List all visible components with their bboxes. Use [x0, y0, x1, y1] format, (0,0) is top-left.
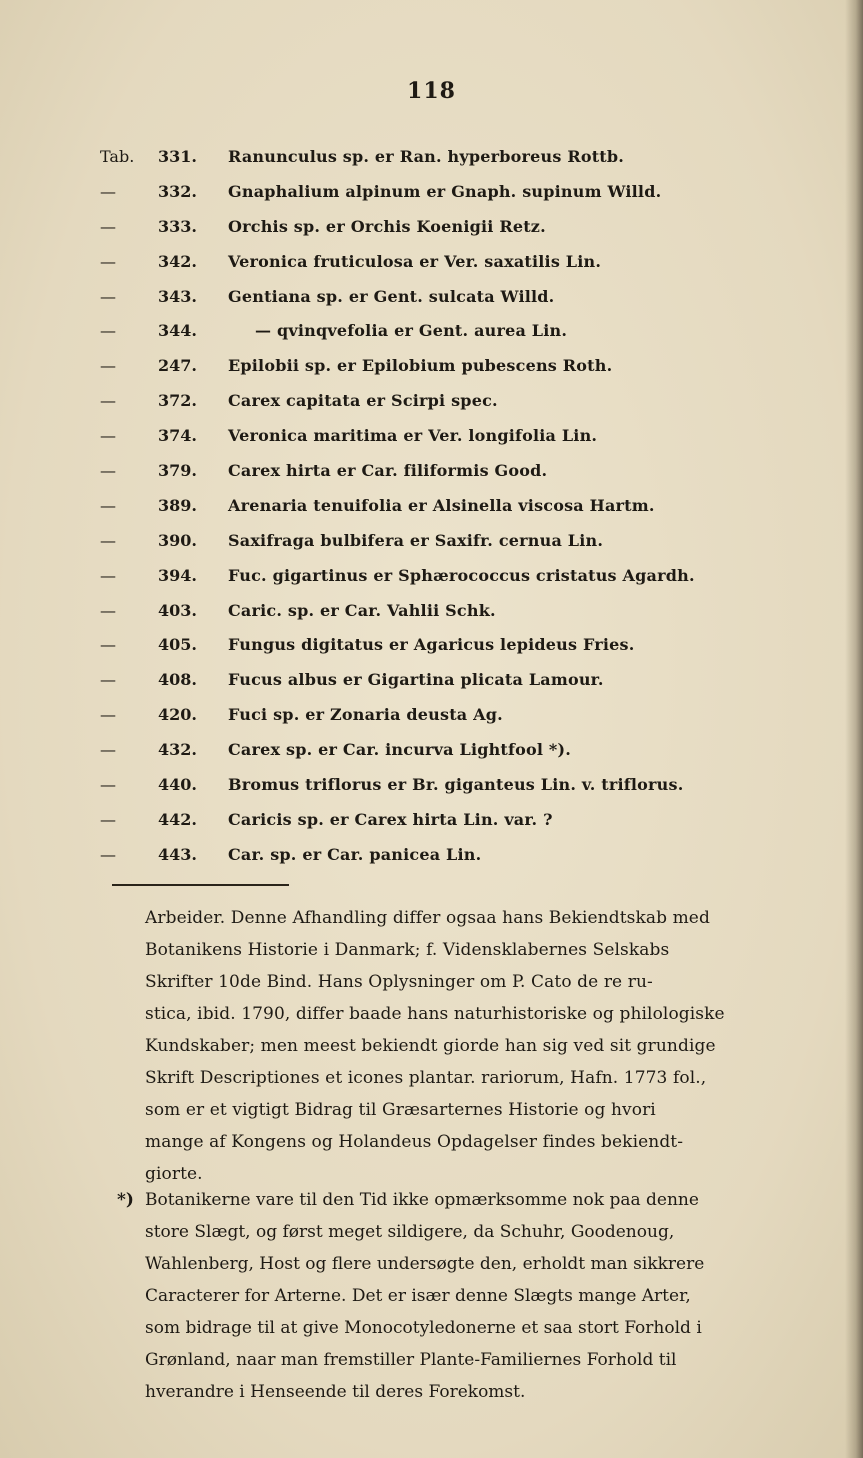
plate-number: 440. [158, 775, 197, 795]
correction-text: Veronica maritima er Ver. longifolia Lin. [228, 426, 598, 446]
list-item [0, 419, 863, 454]
correction-text: Fungus digitatus er Agaricus lepideus Fries. [228, 635, 635, 655]
footnote-line: store Slægt, og først meget sildigere, da Schuhr, Goodenoug, [145, 1222, 675, 1242]
list-item [0, 663, 863, 698]
main-paragraph [145, 902, 795, 1190]
correction-text: Fuc. gigartinus er Sphærococcus cristatus Agardh. [228, 565, 695, 585]
list-item [0, 454, 863, 489]
tab-prefix: — [100, 495, 116, 515]
correction-text: Gnaphalium alpinum er Gnaph. supinum Willd. [228, 181, 662, 201]
tab-prefix: — [100, 844, 116, 864]
plate-number: 343. [158, 286, 197, 306]
tab-prefix: — [100, 565, 116, 585]
plate-number: 331. [158, 147, 197, 166]
correction-text: Gentiana sp. er Gent. sulcata Willd. [228, 286, 555, 306]
list-item [0, 280, 863, 315]
correction-text: Caricis sp. er Carex hirta Lin. var. ? [228, 809, 553, 829]
plate-number: 403. [158, 600, 197, 620]
plate-number: 247. [158, 356, 197, 376]
tab-prefix: — [100, 775, 116, 795]
tab-prefix: — [100, 426, 116, 446]
correction-text: Orchis sp. er Orchis Koenigii Retz. [228, 216, 546, 236]
footnote-line: Wahlenberg, Host og flere undersøgte den, erholdt man sikkrere [145, 1254, 705, 1274]
list-item [0, 245, 863, 280]
footnote-line: hverandre i Henseende til deres Forekomst. [145, 1382, 526, 1402]
tab-prefix: — [100, 356, 116, 376]
list-item [0, 628, 863, 663]
tab-prefix: — [100, 600, 116, 620]
correction-text: Fuci sp. er Zonaria deusta Ag. [228, 705, 503, 725]
tab-prefix: — [100, 740, 116, 760]
list-item [0, 768, 863, 803]
plate-number: 344. [158, 321, 197, 341]
text-line: Skrift Descriptiones et icones plantar. rariorum, Hafn. 1773 fol., [145, 1068, 707, 1088]
plate-number: 374. [158, 426, 197, 446]
list-item [0, 349, 863, 384]
tab-prefix: — [100, 181, 116, 201]
plate-number: 332. [158, 181, 197, 201]
text-line: stica, ibid. 1790, differ baade hans naturhistoriske og philologiske [145, 1004, 725, 1024]
list-item [0, 594, 863, 629]
plate-number: 372. [158, 391, 197, 411]
tab-prefix: — [100, 705, 116, 725]
correction-text: Carex hirta er Car. filiformis Good. [228, 461, 548, 481]
tab-prefix: — [100, 670, 116, 690]
correction-text: Bromus triflorus er Br. giganteus Lin. v. triflorus. [228, 775, 684, 795]
plate-number: 389. [158, 495, 197, 515]
text-line: Kundskaber; men meest bekiendt giorde han sig ved sit grundige [145, 1036, 716, 1056]
plate-number: 432. [158, 740, 197, 760]
footnote-marker: *) [117, 1190, 134, 1210]
footnote-line: Caracterer for Arterne. Det er især denne Slægts mange Arter, [145, 1286, 691, 1306]
list-item [0, 733, 863, 768]
correction-text: Saxifraga bulbifera er Saxifr. cernua Lin. [228, 530, 604, 550]
tab-prefix: — [100, 461, 116, 481]
tab-prefix: — [100, 530, 116, 550]
correction-text: Fucus albus er Gigartina plicata Lamour. [228, 670, 604, 690]
correction-text: Carex sp. er Car. incurva Lightfool *). [228, 740, 572, 760]
plate-number: 342. [158, 251, 197, 271]
plate-number: 420. [158, 705, 197, 725]
text-line: mange af Kongens og Holandeus Opdagelser findes bekiendt- [145, 1132, 684, 1152]
footnote-line: Botanikerne vare til den Tid ikke opmærksomme nok paa denne [145, 1190, 699, 1210]
footnote-line: Grønland, naar man fremstiller Plante-Familiernes Forhold til [145, 1350, 677, 1370]
tab-prefix: — [100, 286, 116, 306]
footnote-text [145, 1184, 795, 1408]
list-item [0, 140, 863, 175]
page-binding-shadow [845, 0, 863, 1458]
correction-text: Carex capitata er Scirpi spec. [228, 391, 498, 411]
correction-text: Caric. sp. er Car. Vahlii Schk. [228, 600, 496, 620]
plate-number: 443. [158, 844, 197, 864]
plate-number: 408. [158, 670, 197, 690]
tab-prefix: — [100, 216, 116, 236]
list-item [0, 210, 863, 245]
plate-number: 333. [158, 216, 197, 236]
footnote-line: som bidrage til at give Monocotyledonerne et saa stort Forhold i [145, 1318, 702, 1338]
list-item [0, 524, 863, 559]
list-item [0, 384, 863, 419]
text-line: Arbeider. Denne Afhandling differ ogsaa hans Bekiendtskab med [145, 908, 710, 928]
correction-text: Veronica fruticulosa er Ver. saxatilis Lin. [228, 251, 602, 271]
text-line: giorte. [145, 1164, 203, 1184]
list-item [0, 314, 863, 349]
correction-text: Ranunculus sp. er Ran. hyperboreus Rottb. [228, 147, 625, 166]
tab-prefix: — [100, 321, 116, 341]
section-divider [112, 884, 289, 886]
tab-prefix: — [100, 391, 116, 411]
list-item [0, 698, 863, 733]
list-item [0, 489, 863, 524]
correction-text: Epilobii sp. er Epilobium pubescens Roth. [228, 356, 613, 376]
list-item [0, 175, 863, 210]
plate-number: 405. [158, 635, 197, 655]
tab-prefix: — [100, 251, 116, 271]
plate-number: 442. [158, 809, 197, 829]
plate-corrections-list [0, 140, 863, 873]
tab-prefix: — [100, 809, 116, 829]
tab-prefix: Tab. [100, 147, 135, 166]
text-line: Botanikens Historie i Danmark; f. Vidensklabernes Selskabs [145, 940, 670, 960]
plate-number: 390. [158, 530, 197, 550]
list-item [0, 559, 863, 594]
correction-text: Car. sp. er Car. panicea Lin. [228, 844, 482, 864]
footnote [117, 1184, 795, 1408]
list-item [0, 838, 863, 873]
plate-number: 379. [158, 461, 197, 481]
correction-text: Arenaria tenuifolia er Alsinella viscosa Hartm. [228, 495, 655, 515]
correction-text: — qvinqvefolia er Gent. aurea Lin. [255, 321, 568, 341]
text-line: Skrifter 10de Bind. Hans Oplysninger om P. Cato de re ru- [145, 972, 653, 992]
text-line: som er et vigtigt Bidrag til Græsarternes Historie og hvori [145, 1100, 656, 1120]
list-item [0, 803, 863, 838]
plate-number: 394. [158, 565, 197, 585]
tab-prefix: — [100, 635, 116, 655]
page-number: 118 [407, 78, 456, 104]
